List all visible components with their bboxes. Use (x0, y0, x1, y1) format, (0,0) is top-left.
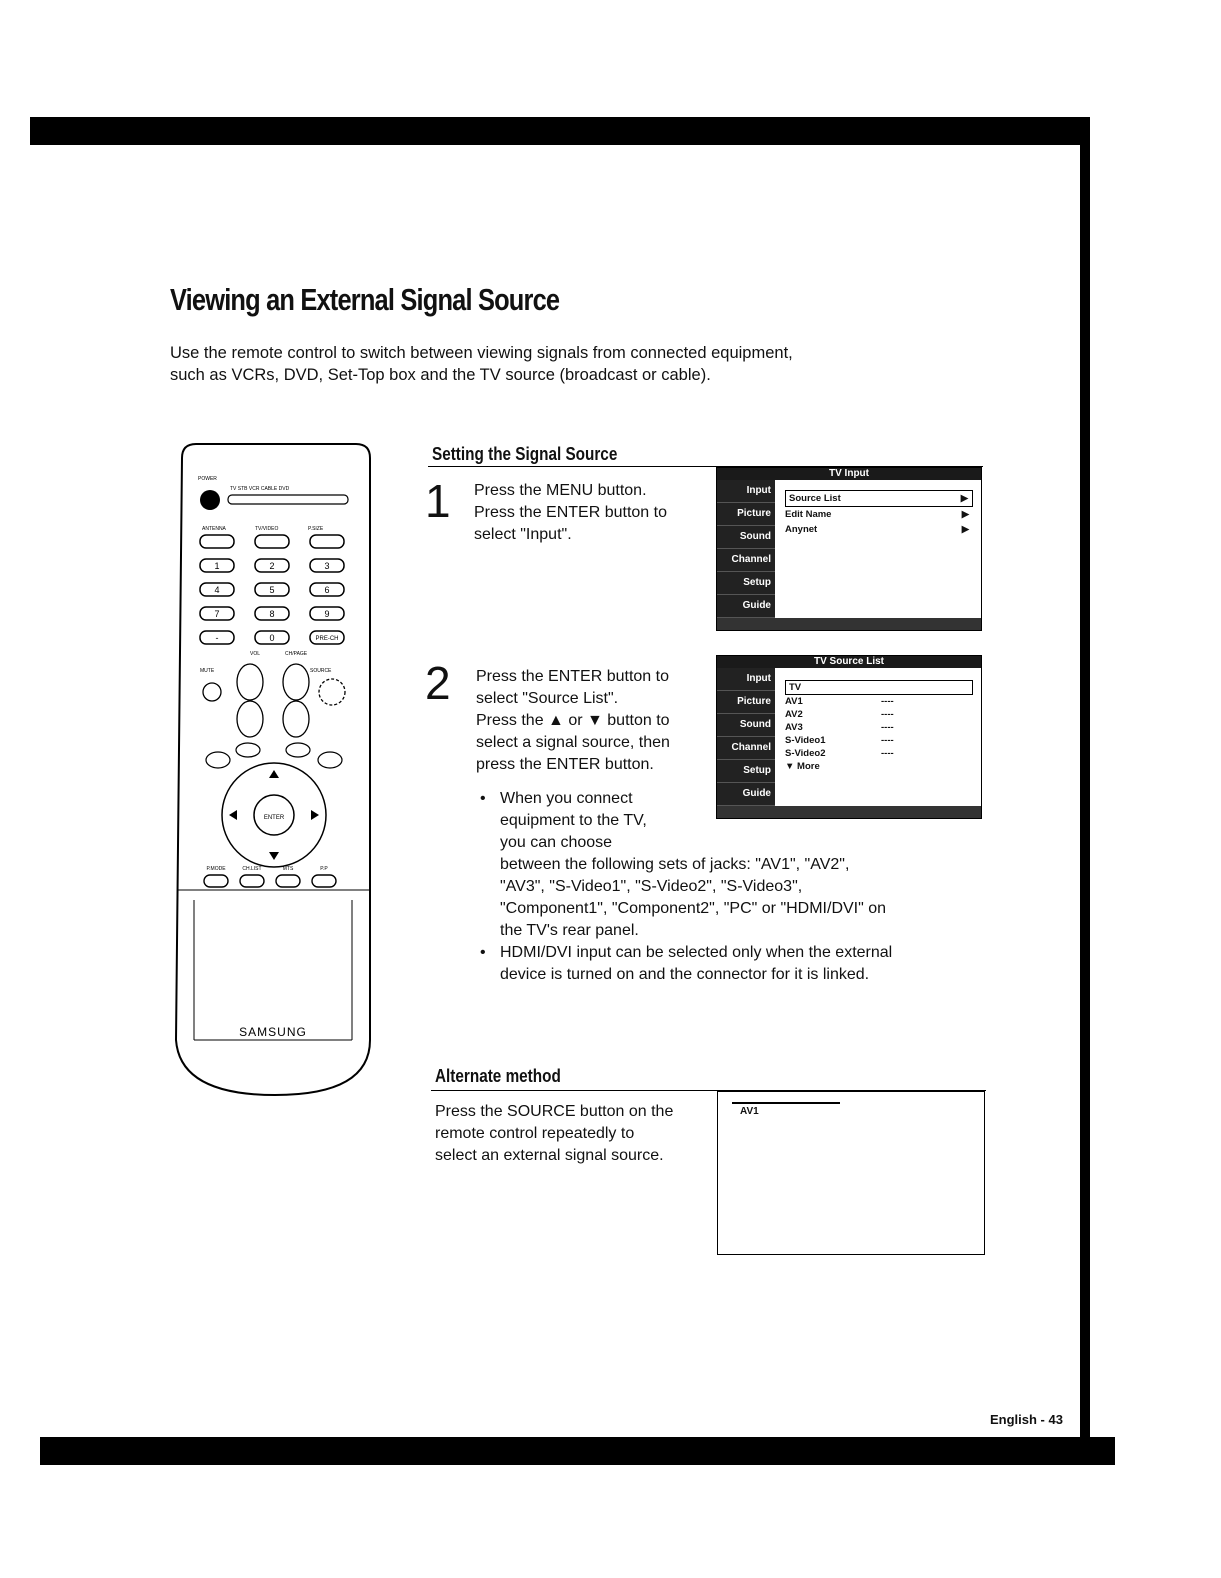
ch-label: CH/PAGE (285, 651, 308, 657)
osd-footer (717, 618, 981, 630)
note-line: When you connect (500, 790, 633, 807)
note-line: "Component1", "Component2", "PC" or "HDMI/DVI" on (500, 900, 887, 917)
note-bullet: • HDMI/DVI input can be selected only when the external device is turned on and the connector for it is linked. (476, 942, 976, 986)
osd-side-item: Picture (717, 503, 775, 526)
intro-paragraph (170, 342, 930, 386)
intro-line: such as VCRs, DVD, Set-Top box and the TV source (broadcast or cable). (170, 366, 711, 384)
right-black-bar (1080, 117, 1090, 1437)
vol-label: VOL (250, 651, 261, 657)
bottom-black-bar (40, 1437, 1115, 1465)
step-line: Press the ENTER button to (476, 668, 669, 685)
power-button-icon (200, 490, 220, 510)
osd-item-more: ▼ More (785, 761, 820, 772)
alternate-heading: Alternate method (435, 1066, 561, 1086)
osd-side-item: Picture (717, 691, 775, 714)
note-line: equipment to the TV, (500, 812, 647, 829)
osd-side-item: Sound (717, 714, 775, 737)
osd-header: TV Input (717, 468, 981, 480)
digit-9: 9 (324, 609, 330, 619)
osd-item-edit-name: Edit Name ▶ (785, 509, 969, 520)
remote-top-row-label: P.SIZE (308, 526, 324, 532)
osd-header: TV Source List (717, 656, 981, 668)
bottom-row-label: P.P (320, 866, 328, 872)
osd-side-item: Channel (717, 737, 775, 760)
step-1-number: 1 (425, 475, 451, 527)
osd-item-s-video2: S-Video2 ---- (785, 748, 894, 759)
step-line: Press the MENU button. (474, 482, 647, 499)
source-label: SOURCE (310, 668, 332, 674)
osd-side-item: Input (717, 668, 775, 691)
step-2-notes (476, 788, 976, 986)
remote-mode-labels: TV STB VCR CABLE DVD (230, 486, 290, 492)
osd-side-item: Input (717, 480, 775, 503)
page-title: Viewing an External Signal Source (170, 282, 560, 317)
top-black-bar (30, 117, 1080, 145)
osd-side-item: Setup (717, 572, 775, 595)
remote-top-row-label: ANTENNA (202, 526, 226, 532)
step-line: select "Source List". (476, 690, 619, 707)
digit-3: 3 (324, 561, 330, 571)
bottom-row-label: P.MODE (206, 866, 226, 872)
note-bullet: • When you connect equipment to the TV, you can choose between the following sets of jacks: "AV1", "AV2", "AV3", "S-Video1", "S-Video2", "S-Video3", "Component1", "Component2", "PC" or "HDMI/DVI" on the TV's rear panel. (476, 788, 976, 942)
alternate-text (435, 1101, 705, 1167)
osd-indicator-bar (732, 1102, 840, 1104)
osd-side-item: Sound (717, 526, 775, 549)
osd-source-label: AV1 (740, 1106, 759, 1117)
step-line: Press the ENTER button to (474, 504, 667, 521)
step-line: select "Input". (474, 526, 572, 543)
note-line: "AV3", "S-Video1", "S-Video2", "S-Video3", (500, 878, 803, 895)
digit-4: 4 (214, 585, 220, 595)
osd-source-indicator (717, 1091, 985, 1255)
step-line: Press the ▲ or ▼ button to (476, 712, 670, 729)
digit-6: 6 (324, 585, 330, 595)
remote-brand: SAMSUNG (239, 1025, 307, 1039)
step-line: select a signal source, then (476, 734, 670, 751)
bottom-row-label: CH.LIST (242, 866, 262, 872)
step-2-text (476, 666, 670, 776)
osd-item-av2: AV2 ---- (785, 709, 894, 720)
digit-1: 1 (214, 561, 220, 571)
osd-side-item: Channel (717, 549, 775, 572)
note-line: device is turned on and the connector for it is linked. (500, 966, 870, 983)
osd-side-item: Setup (717, 760, 775, 783)
osd-input-menu (716, 467, 982, 631)
osd-item-av3: AV3 ---- (785, 722, 894, 733)
osd-item-tv: TV (785, 680, 973, 695)
digit-7: 7 (214, 609, 220, 619)
enter-label: ENTER (263, 815, 285, 821)
step-1-text (474, 480, 667, 546)
digit-5: 5 (269, 585, 275, 595)
osd-item-list (785, 680, 973, 773)
remote-power-label: POWER (198, 476, 217, 482)
pre-ch-label: PRE-CH (315, 636, 339, 642)
osd-side-item: Guide (717, 783, 775, 806)
osd-item-anynet: Anynet ▶ (785, 524, 969, 535)
note-line: HDMI/DVI input can be selected only when the external (500, 944, 893, 961)
note-line: between the following sets of jacks: "AV1", "AV2", (500, 856, 850, 873)
step-2-number: 2 (425, 657, 451, 709)
intro-line: Use the remote control to switch between viewing signals from connected equipment, (170, 344, 793, 362)
alt-line: Press the SOURCE button on the (435, 1103, 674, 1120)
step-line: press the ENTER button. (476, 756, 654, 773)
digit-8: 8 (269, 609, 275, 619)
osd-item-av1: AV1 ---- (785, 696, 894, 707)
digit-2: 2 (269, 561, 275, 571)
osd-item-source-list: Source List ▶ (785, 490, 973, 507)
remote-control-illustration (170, 440, 380, 1100)
alt-line: remote control repeatedly to (435, 1125, 635, 1142)
mute-label: MUTE (200, 668, 215, 674)
osd-side-menu (717, 480, 775, 620)
bottom-row-label: MTS (282, 866, 294, 872)
alt-line: select an external signal source. (435, 1147, 664, 1164)
setting-heading: Setting the Signal Source (432, 444, 618, 464)
digit-0: 0 (269, 633, 275, 643)
digit-dash: - (215, 633, 219, 643)
osd-item-s-video1: S-Video1 ---- (785, 735, 894, 746)
remote-top-row-label: TV/VIDEO (255, 526, 279, 532)
osd-side-item: Guide (717, 595, 775, 618)
note-line: the TV's rear panel. (500, 922, 639, 939)
osd-item-list (785, 490, 973, 537)
note-line: you can choose (500, 834, 613, 851)
osd-side-menu (717, 668, 775, 808)
page-number: English - 43 (990, 1412, 1063, 1427)
